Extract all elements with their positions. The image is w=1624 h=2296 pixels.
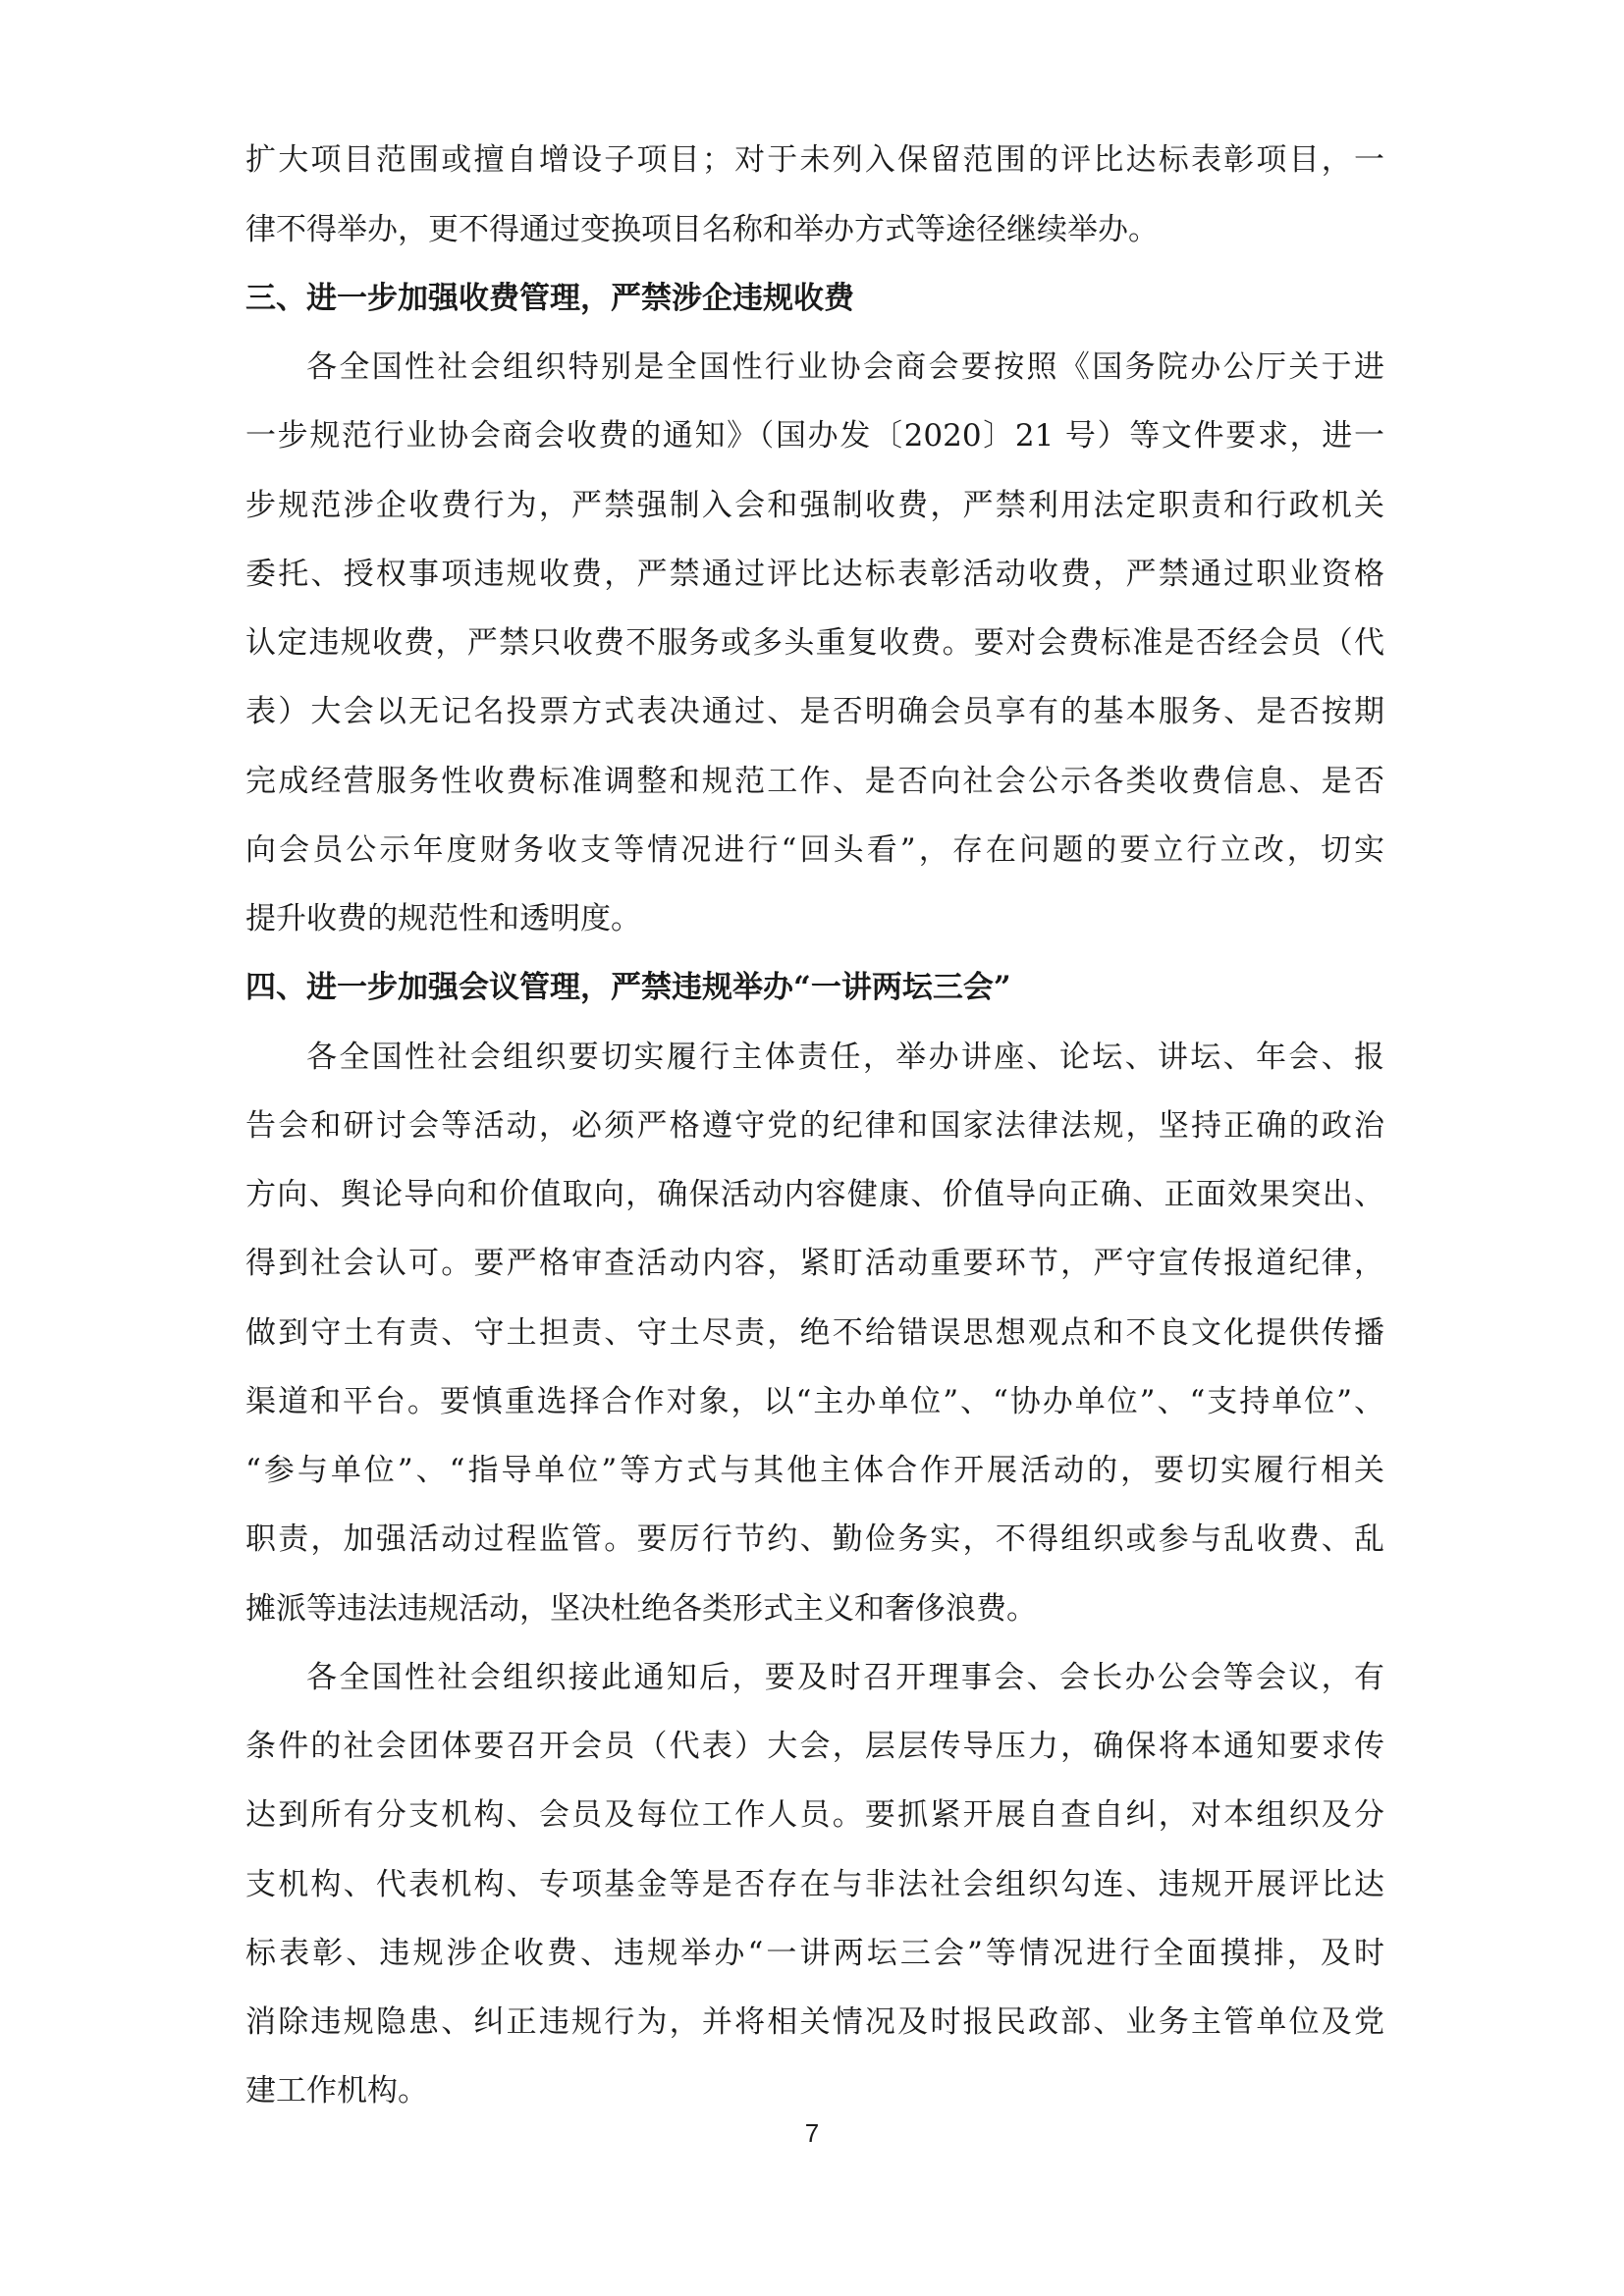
text-line: 完成经营服务性收费标准调整和规范工作、是否向社会公示各类收费信息、是否 [245, 764, 1384, 799]
section-heading: 四、进一步加强会议管理，严禁违规举办“一讲两坛三会” [245, 970, 1011, 1005]
text-line: 渠道和平台。要慎重选择合作对象，以“主办单位”、“协办单位”、“支持单位”、 [245, 1384, 1384, 1419]
text-line: 律不得举办，更不得通过变换项目名称和举办方式等途径继续举办。 [245, 212, 1159, 247]
text-line: “参与单位”、“指导单位”等方式与其他主体合作开展活动的，要切实履行相关 [245, 1453, 1384, 1488]
section-heading: 三、进一步加强收费管理，严禁涉企违规收费 [245, 281, 854, 316]
text-line: 表）大会以无记名投票方式表决通过、是否明确会员享有的基本服务、是否按期 [245, 694, 1384, 729]
text-line: 方向、舆论导向和价值取向，确保活动内容健康、价值导向正确、正面效果突出、 [245, 1177, 1384, 1212]
text-line: 提升收费的规范性和透明度。 [245, 901, 641, 936]
text-line: 做到守土有责、守土担责、守土尽责，绝不给错误思想观点和不良文化提供传播 [245, 1315, 1384, 1351]
text-line: 标表彰、违规涉企收费、违规举办“一讲两坛三会”等情况进行全面摸排，及时 [245, 1936, 1384, 1971]
text-line: 步规范涉企收费行为，严禁强制入会和强制收费，严禁利用法定职责和行政机关 [245, 488, 1384, 523]
text-line: 向会员公示年度财务收支等情况进行“回头看”，存在问题的要立行立改，切实 [245, 832, 1384, 868]
text-line: 告会和研讨会等活动，必须严格遵守党的纪律和国家法律法规，坚持正确的政治 [245, 1108, 1384, 1144]
text-line: 支机构、代表机构、专项基金等是否存在与非法社会组织勾连、违规开展评比达 [245, 1867, 1384, 1902]
text-line: 建工作机构。 [245, 2073, 428, 2109]
text-line: 认定违规收费，严禁只收费不服务或多头重复收费。要对会费标准是否经会员（代 [245, 625, 1384, 661]
text-line: 达到所有分支机构、会员及每位工作人员。要抓紧开展自查自纠，对本组织及分 [245, 1797, 1384, 1833]
text-line: 条件的社会团体要召开会员（代表）大会，层层传导压力，确保将本通知要求传 [245, 1729, 1384, 1764]
page-number: 7 [804, 2118, 820, 2148]
text-line: 扩大项目范围或擅自增设子项目；对于未列入保留范围的评比达标表彰项目，一 [245, 142, 1384, 178]
text-line: 消除违规隐患、纠正违规行为，并将相关情况及时报民政部、业务主管单位及党 [245, 2004, 1384, 2040]
text-line: 委托、授权事项违规收费，严禁通过评比达标表彰活动收费，严禁通过职业资格 [245, 557, 1384, 592]
text-line: 各全国性社会组织特别是全国性行业协会商会要按照《国务院办公厅关于进 [306, 349, 1384, 385]
text-line: 摊派等违法违规活动，坚决杜绝各类形式主义和奢侈浪费。 [245, 1591, 1037, 1627]
text-line: 各全国性社会组织接此通知后，要及时召开理事会、会长办公会等会议，有 [306, 1660, 1384, 1695]
text-line: 各全国性社会组织要切实履行主体责任，举办讲座、论坛、讲坛、年会、报 [306, 1040, 1384, 1075]
text-line: 一步规范行业协会商会收费的通知》（国办发〔2020〕21 号）等文件要求，进一 [245, 418, 1384, 454]
text-line: 职责，加强活动过程监管。要厉行节约、勤俭务实，不得组织或参与乱收费、乱 [245, 1522, 1384, 1557]
text-line: 得到社会认可。要严格审查活动内容，紧盯活动重要环节，严守宣传报道纪律， [245, 1246, 1384, 1281]
